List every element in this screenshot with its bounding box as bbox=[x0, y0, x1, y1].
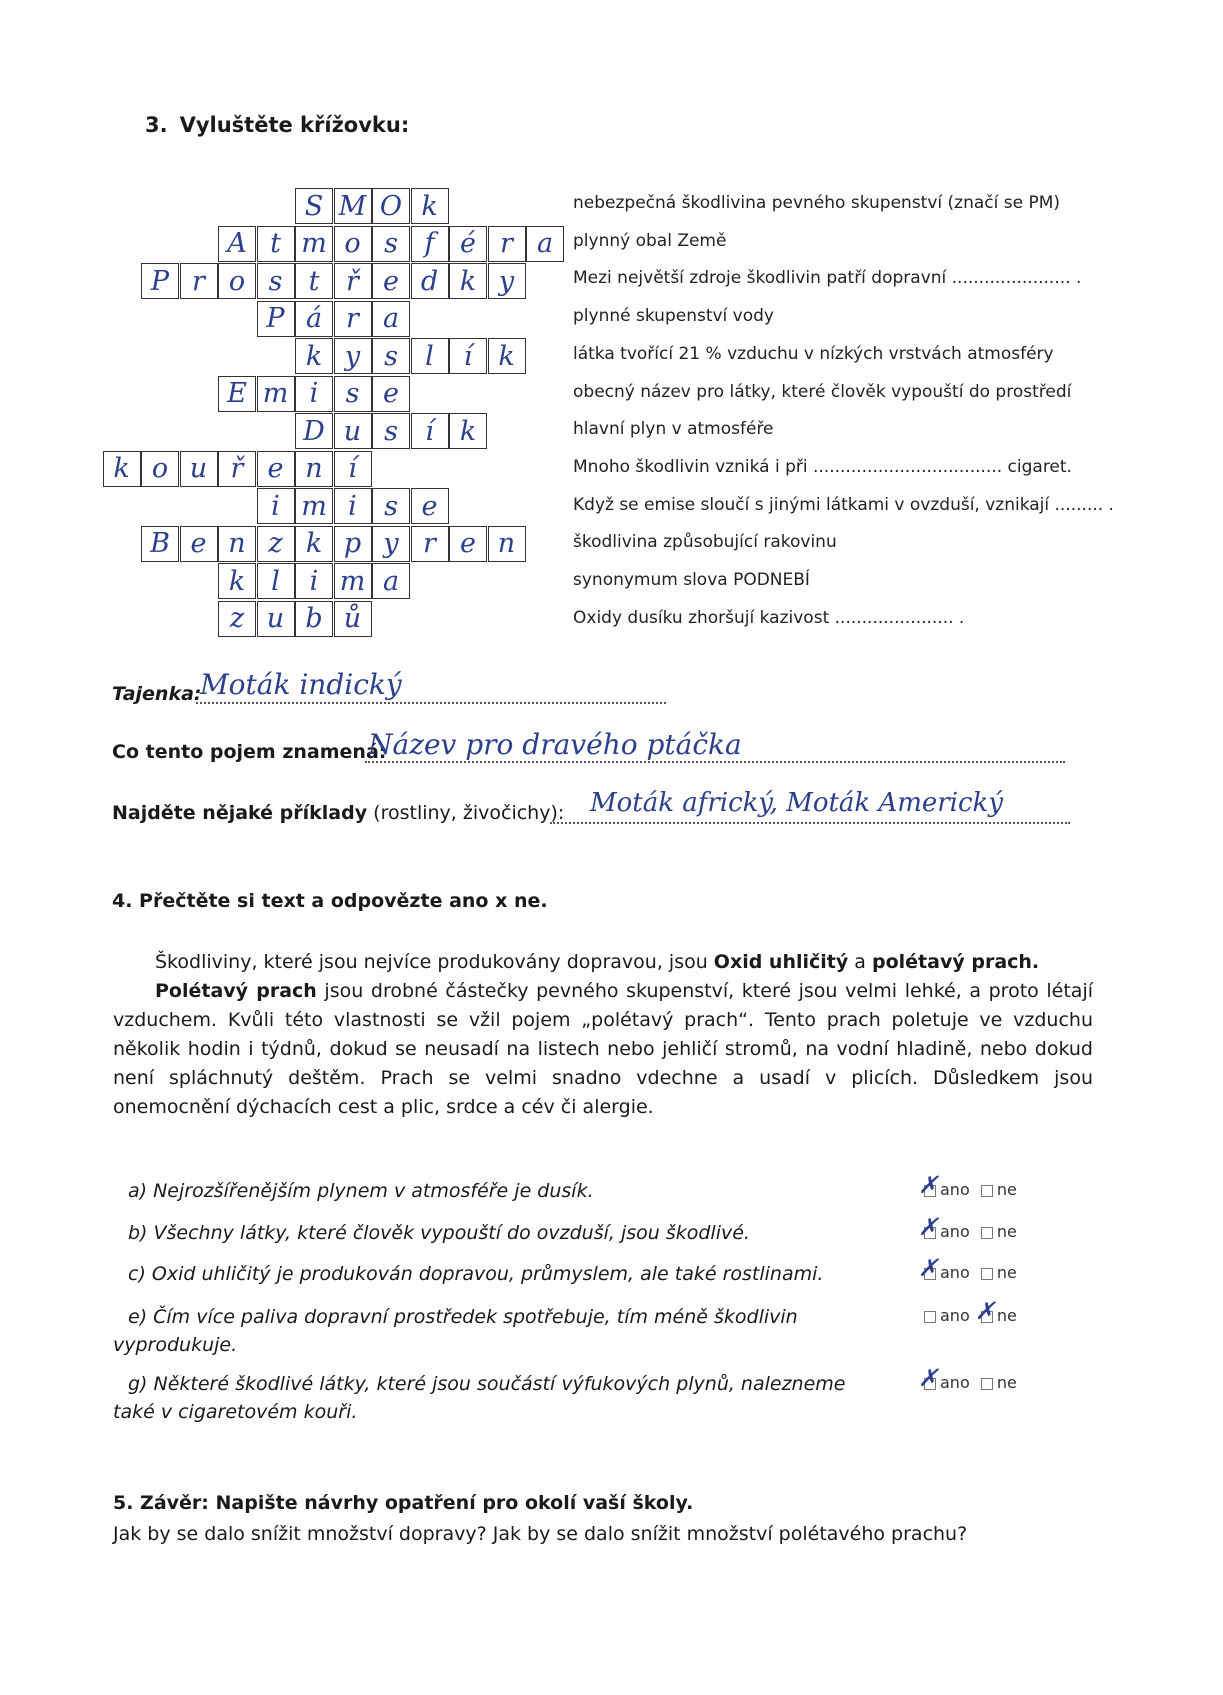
crossword-cell: e bbox=[372, 376, 410, 412]
crossword-cell: E bbox=[218, 376, 256, 412]
crossword-cell: s bbox=[372, 338, 410, 374]
tajenka-dotted-line bbox=[196, 702, 666, 704]
crossword-cell: s bbox=[372, 488, 410, 524]
option-ano[interactable] bbox=[918, 1213, 970, 1241]
meaning-dotted-line bbox=[365, 761, 1065, 763]
crossword-cell: í bbox=[411, 413, 449, 449]
crossword-cell: y bbox=[334, 338, 372, 374]
crossword-clue: Mezi největší zdroje škodlivin patří dopravní ...................... . bbox=[573, 268, 1082, 289]
crossword-cell: e bbox=[411, 488, 449, 524]
section-4-heading: 4. Přečtěte si text a odpovězte ano x ne. bbox=[112, 890, 548, 912]
option-ano[interactable] bbox=[918, 1364, 970, 1392]
answer-options bbox=[918, 1213, 1017, 1241]
option-ne[interactable] bbox=[975, 1263, 1017, 1282]
crossword-cell: l bbox=[257, 563, 295, 599]
handwritten-check-mark: ✗ bbox=[918, 1213, 939, 1241]
crossword-cell: u bbox=[257, 601, 295, 637]
crossword-cell: i bbox=[295, 563, 333, 599]
crossword-clue: Mnoho škodlivin vzniká i při ................................... cigaret. bbox=[573, 456, 1072, 477]
crossword-cell: o bbox=[141, 451, 179, 487]
handwritten-check-mark: ✗ bbox=[918, 1364, 939, 1392]
crossword-cell: e bbox=[449, 526, 487, 562]
option-label: ano bbox=[940, 1373, 970, 1392]
crossword-cell: ů bbox=[334, 601, 372, 637]
tajenka-row bbox=[112, 683, 202, 705]
crossword-cell: a bbox=[526, 226, 564, 262]
crossword-cell: e bbox=[372, 263, 410, 299]
tajenka-label: Tajenka: bbox=[112, 683, 202, 705]
crossword-cell: d bbox=[411, 263, 449, 299]
crossword-cell: é bbox=[449, 226, 487, 262]
crossword-cell: n bbox=[295, 451, 333, 487]
section-5-text: Jak by se dalo snížit množství dopravy? Jak by se dalo snížit množství polétavého prachu? bbox=[113, 1523, 968, 1545]
meaning-row bbox=[112, 741, 386, 763]
crossword-cell: f bbox=[411, 226, 449, 262]
question-text: g) Některé škodlivé látky, které jsou součástí výfukových plynů, nalezneme také v cigaretovém kouři. bbox=[113, 1373, 846, 1423]
checkbox-ne[interactable] bbox=[981, 1227, 993, 1239]
crossword-grid bbox=[0, 0, 554, 640]
meaning-label: Co tento pojem znamená: bbox=[112, 741, 387, 763]
section-5-heading: 5. Závěr: Napište návrhy opatření pro okolí vaší školy. bbox=[113, 1492, 694, 1514]
option-label: ano bbox=[940, 1306, 970, 1325]
crossword-clue: obecný název pro látky, které člověk vypouští do prostředí bbox=[573, 381, 1072, 402]
section-3-heading: 3. Vyluštěte křížovku: bbox=[145, 113, 410, 137]
crossword-cell: s bbox=[372, 226, 410, 262]
paragraph-2: Polétavý prach jsou drobné částečky pevného skupenství, které jsou velmi lehké, a proto létají vzduchem. Kvůli této vlastnosti se vžil pojem „polétavý prach“. Tento prach poletuje ve vzduchu několik hodin i týdnů, dokud se neusadí na listech nebo jehličí stromů, na vodní hladině, nebo dokud není spláchnutý deštěm. Prach se velmi snadno vdechne a usadí v plicích. Důsledkem jsou onemocnění dýchacích cest a plic, srdce a cév či alergie. bbox=[113, 980, 1094, 1118]
crossword-cell: á bbox=[295, 301, 333, 337]
crossword-cell: u bbox=[334, 413, 372, 449]
crossword-cell: i bbox=[295, 376, 333, 412]
crossword-cell: k bbox=[218, 563, 256, 599]
option-label: ano bbox=[940, 1222, 970, 1241]
crossword-clue: látka tvořící 21 % vzduchu v nízkých vrstvách atmosféry bbox=[573, 343, 1054, 364]
option-ne[interactable] bbox=[975, 1373, 1017, 1392]
crossword-cell: k bbox=[449, 263, 487, 299]
crossword-cell: a bbox=[372, 563, 410, 599]
answer-options bbox=[918, 1364, 1017, 1392]
crossword-cell: s bbox=[372, 413, 410, 449]
checkbox-ne[interactable] bbox=[981, 1268, 993, 1280]
crossword-cell: k bbox=[295, 526, 333, 562]
crossword-clue: nebezpečná škodlivina pevného skupenství (značí se PM) bbox=[573, 193, 1061, 213]
option-ne[interactable] bbox=[975, 1180, 1017, 1199]
crossword-cell: A bbox=[218, 226, 256, 262]
crossword-cell: o bbox=[218, 263, 256, 299]
option-ne[interactable] bbox=[975, 1222, 1017, 1241]
crossword-cell: i bbox=[334, 488, 372, 524]
crossword-cell: m bbox=[257, 376, 295, 412]
crossword-clue: škodlivina způsobující rakovinu bbox=[573, 532, 837, 553]
crossword-cell: D bbox=[295, 413, 333, 449]
option-label: ne bbox=[996, 1222, 1017, 1241]
crossword-cell: k bbox=[295, 338, 333, 374]
crossword-cell: r bbox=[180, 263, 218, 299]
crossword-cell: o bbox=[334, 226, 372, 262]
examples-label: Najděte nějaké příklady bbox=[112, 802, 368, 824]
crossword-cell: P bbox=[257, 301, 295, 337]
crossword-cell: P bbox=[141, 263, 179, 299]
crossword-cell: n bbox=[488, 526, 526, 562]
crossword-cell: u bbox=[180, 451, 218, 487]
crossword-cell: m bbox=[334, 563, 372, 599]
option-label: ano bbox=[940, 1180, 970, 1199]
crossword-cell: p bbox=[334, 526, 372, 562]
crossword-cell: y bbox=[372, 526, 410, 562]
crossword-cell: k bbox=[488, 338, 526, 374]
crossword-cell: z bbox=[218, 601, 256, 637]
crossword-cell: í bbox=[449, 338, 487, 374]
question-text: b) Všechny látky, které člověk vypouští do ovzduší, jsou škodlivé. bbox=[128, 1222, 750, 1244]
crossword-cell: ř bbox=[218, 451, 256, 487]
crossword-clue: plynné skupenství vody bbox=[573, 306, 774, 327]
checkbox-ne[interactable] bbox=[981, 1378, 993, 1390]
crossword-cell: M bbox=[334, 188, 372, 224]
question-text: e) Čím více paliva dopravní prostředek spotřebuje, tím méně škodlivin vyprodukuje. bbox=[113, 1306, 798, 1356]
paragraph-1: Škodliviny, které jsou nejvíce produkovány dopravou, jsou Oxid uhličitý a polétavý prach. bbox=[155, 951, 1040, 973]
crossword-cell: b bbox=[295, 601, 333, 637]
crossword-cell: k bbox=[103, 451, 141, 487]
option-label: ne bbox=[996, 1373, 1017, 1392]
crossword-cell: S bbox=[295, 188, 333, 224]
crossword-cell: e bbox=[180, 526, 218, 562]
crossword-cell: m bbox=[295, 226, 333, 262]
crossword-cell: s bbox=[257, 263, 295, 299]
crossword-cell: y bbox=[488, 263, 526, 299]
crossword-cell: r bbox=[334, 301, 372, 337]
crossword-cell: k bbox=[449, 413, 487, 449]
option-label: ne bbox=[996, 1180, 1017, 1199]
tajenka-answer: Moták indický bbox=[200, 668, 402, 701]
section-4-text bbox=[113, 948, 1093, 1122]
crossword-cell: ř bbox=[334, 263, 372, 299]
crossword-cell: z bbox=[257, 526, 295, 562]
crossword-cell: r bbox=[488, 226, 526, 262]
checkbox-ano[interactable] bbox=[924, 1311, 936, 1323]
crossword-clue: hlavní plyn v atmosféře bbox=[573, 419, 774, 440]
handwritten-check-mark: ✗ bbox=[918, 1171, 939, 1199]
crossword-cell: m bbox=[295, 488, 333, 524]
crossword-clue: synonymum slova PODNEBÍ bbox=[573, 570, 810, 590]
crossword-cell: s bbox=[334, 376, 372, 412]
crossword-cell: n bbox=[218, 526, 256, 562]
examples-answer: Moták africký, Moták Americký bbox=[590, 788, 1004, 818]
meaning-answer: Název pro dravého ptáčka bbox=[368, 728, 742, 761]
question-text: a) Nejrozšířenějším plynem v atmosféře je dusík. bbox=[128, 1180, 594, 1202]
option-ne[interactable] bbox=[974, 1297, 1017, 1325]
answer-options bbox=[918, 1171, 1017, 1199]
crossword-cell: r bbox=[411, 526, 449, 562]
option-label: ne bbox=[996, 1263, 1017, 1282]
crossword-cell: e bbox=[257, 451, 295, 487]
examples-dotted-line bbox=[550, 822, 1070, 824]
crossword-clue: plynný obal Země bbox=[573, 230, 727, 251]
option-ano[interactable] bbox=[918, 1306, 970, 1325]
crossword-cell: t bbox=[257, 226, 295, 262]
option-label: ne bbox=[996, 1306, 1017, 1325]
crossword-cell: B bbox=[141, 526, 179, 562]
examples-sub: (rostliny, živočichy): bbox=[373, 802, 565, 824]
answer-options bbox=[918, 1297, 1017, 1325]
examples-row bbox=[112, 802, 564, 824]
crossword-cell: t bbox=[295, 263, 333, 299]
question-text: c) Oxid uhličitý je produkován dopravou, průmyslem, ale také rostlinami. bbox=[128, 1263, 824, 1285]
option-ano[interactable] bbox=[918, 1254, 970, 1282]
crossword-cell: i bbox=[257, 488, 295, 524]
crossword-clue: Když se emise sloučí s jinými látkami v ovzduší, vznikají ......... . bbox=[573, 494, 1114, 515]
option-ano[interactable] bbox=[918, 1171, 970, 1199]
crossword-cell: a bbox=[372, 301, 410, 337]
crossword-clue: Oxidy dusíku zhoršují kazivost ...................... . bbox=[573, 607, 965, 628]
answer-options bbox=[918, 1254, 1017, 1282]
crossword-cell: l bbox=[411, 338, 449, 374]
handwritten-check-mark: ✗ bbox=[974, 1297, 995, 1325]
handwritten-check-mark: ✗ bbox=[918, 1254, 939, 1282]
crossword-cell: í bbox=[334, 451, 372, 487]
option-label: ano bbox=[940, 1263, 970, 1282]
crossword-cell: k bbox=[411, 188, 449, 224]
crossword-cell: O bbox=[372, 188, 410, 224]
checkbox-ne[interactable] bbox=[981, 1185, 993, 1197]
